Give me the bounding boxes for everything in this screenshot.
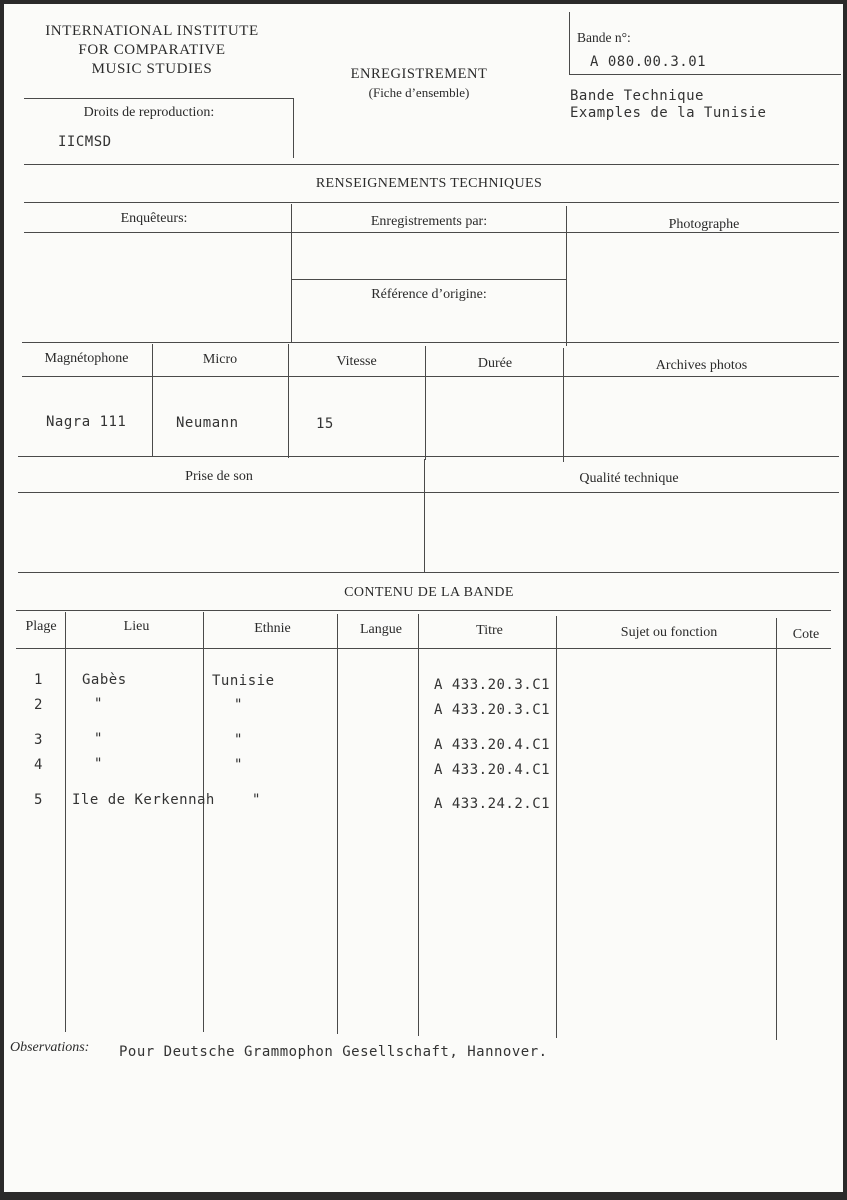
reference-rule — [292, 279, 566, 280]
form-title: ENREGISTREMENT — [350, 66, 488, 82]
contents-header-rule — [16, 648, 831, 649]
contents-col-4 — [418, 614, 419, 1036]
col-ethnie: Ethnie — [254, 621, 291, 636]
col-langue: Langue — [360, 622, 402, 637]
contents-col-2 — [203, 612, 204, 1032]
enregistrements-label: Enregistrements par: — [370, 214, 488, 229]
row-4-titre: A 433.20.4.C1 — [434, 762, 551, 778]
row-5-plage: 5 — [34, 792, 43, 808]
row-4-plage: 4 — [34, 757, 43, 773]
row-1-plage: 1 — [34, 672, 43, 688]
row-3-lieu: " — [94, 731, 103, 747]
droits-label: Droits de reproduction: — [83, 105, 215, 120]
institute-name — [22, 22, 282, 79]
row-5-lieu: Ile de Kerkennah — [72, 792, 215, 808]
equip-col-4 — [563, 348, 564, 462]
technical-section-title: RENSEIGNEMENTS TECHNIQUES — [315, 176, 543, 191]
vitesse-label: Vitesse — [336, 354, 377, 369]
row-1-ethnie: Tunisie — [212, 673, 275, 689]
row-5-ethnie: " — [252, 792, 261, 808]
tech-col-1 — [291, 204, 292, 342]
vitesse-value: 15 — [316, 416, 334, 432]
equipment-top-rule — [22, 342, 839, 343]
row-1-lieu: Gabès — [82, 672, 127, 688]
col-plage: Plage — [25, 619, 57, 634]
row-5-titre: A 433.24.2.C1 — [434, 796, 551, 812]
description-line-2: Examples de la Tunisie — [570, 105, 767, 121]
contents-top-rule — [16, 610, 831, 611]
row-2-ethnie: " — [234, 697, 243, 713]
col-cote: Cote — [792, 627, 820, 642]
record-sheet — [4, 4, 843, 1192]
observations-label: Observations: — [10, 1040, 90, 1055]
technical-title-rule — [24, 202, 839, 203]
prise-col — [424, 459, 425, 572]
prise-header-rule — [18, 492, 839, 493]
prise-top-rule — [18, 456, 839, 457]
equip-col-1 — [152, 344, 153, 456]
contents-col-6 — [776, 618, 777, 1040]
prise-de-son-label: Prise de son — [185, 469, 253, 484]
droits-value: IICMSD — [58, 134, 112, 150]
contents-section-title: CONTENU DE LA BANDE — [344, 585, 514, 600]
enqueteurs-label: Enquêteurs: — [120, 211, 188, 226]
duree-label: Durée — [477, 356, 513, 371]
contents-col-1 — [65, 612, 66, 1032]
reference-label: Référence d’origine: — [371, 287, 487, 302]
row-3-titre: A 433.20.4.C1 — [434, 737, 551, 753]
description-line-1: Bande Technique — [570, 88, 704, 104]
institute-line-2: FOR COMPARATIVE — [78, 42, 226, 58]
equipment-header-rule — [22, 376, 839, 377]
row-4-ethnie: " — [234, 757, 243, 773]
bande-number: A 080.00.3.01 — [590, 54, 707, 70]
droits-box-right — [293, 98, 294, 158]
row-4-lieu: " — [94, 756, 103, 772]
tech-header-rule — [24, 232, 839, 233]
magnetophone-value: Nagra 111 — [46, 414, 127, 430]
contents-col-5 — [556, 616, 557, 1038]
bande-box-left — [569, 12, 570, 74]
col-lieu: Lieu — [123, 619, 150, 634]
tech-col-2 — [566, 206, 567, 346]
row-1-titre: A 433.20.3.C1 — [434, 677, 551, 693]
row-2-lieu: " — [94, 696, 103, 712]
photographe-label: Photographe — [668, 217, 740, 232]
row-2-titre: A 433.20.3.C1 — [434, 702, 551, 718]
form-subtitle: (Fiche d’ensemble) — [368, 85, 470, 100]
row-3-ethnie: " — [234, 732, 243, 748]
magnetophone-label: Magnétophone — [44, 351, 129, 366]
micro-value: Neumann — [176, 415, 239, 431]
col-sujet: Sujet ou fonction — [620, 625, 718, 640]
row-2-plage: 2 — [34, 697, 43, 713]
bande-label: Bande n°: — [577, 30, 631, 45]
col-titre: Titre — [476, 623, 503, 638]
micro-label: Micro — [202, 352, 238, 367]
equip-col-2 — [288, 344, 289, 458]
contents-col-3 — [337, 614, 338, 1034]
qualite-technique-label: Qualité technique — [579, 471, 679, 486]
institute-line-1: INTERNATIONAL INSTITUTE — [45, 23, 259, 39]
prise-bottom-rule — [18, 572, 839, 573]
observations-value: Pour Deutsche Grammophon Gesellschaft, Hannover. — [119, 1044, 548, 1060]
archives-photos-label: Archives photos — [655, 358, 748, 373]
bande-box-bottom — [569, 74, 841, 75]
row-3-plage: 3 — [34, 732, 43, 748]
header-divider — [24, 164, 839, 165]
institute-line-3: MUSIC STUDIES — [91, 61, 213, 77]
equip-col-3 — [425, 346, 426, 460]
droits-box-top — [24, 98, 293, 99]
